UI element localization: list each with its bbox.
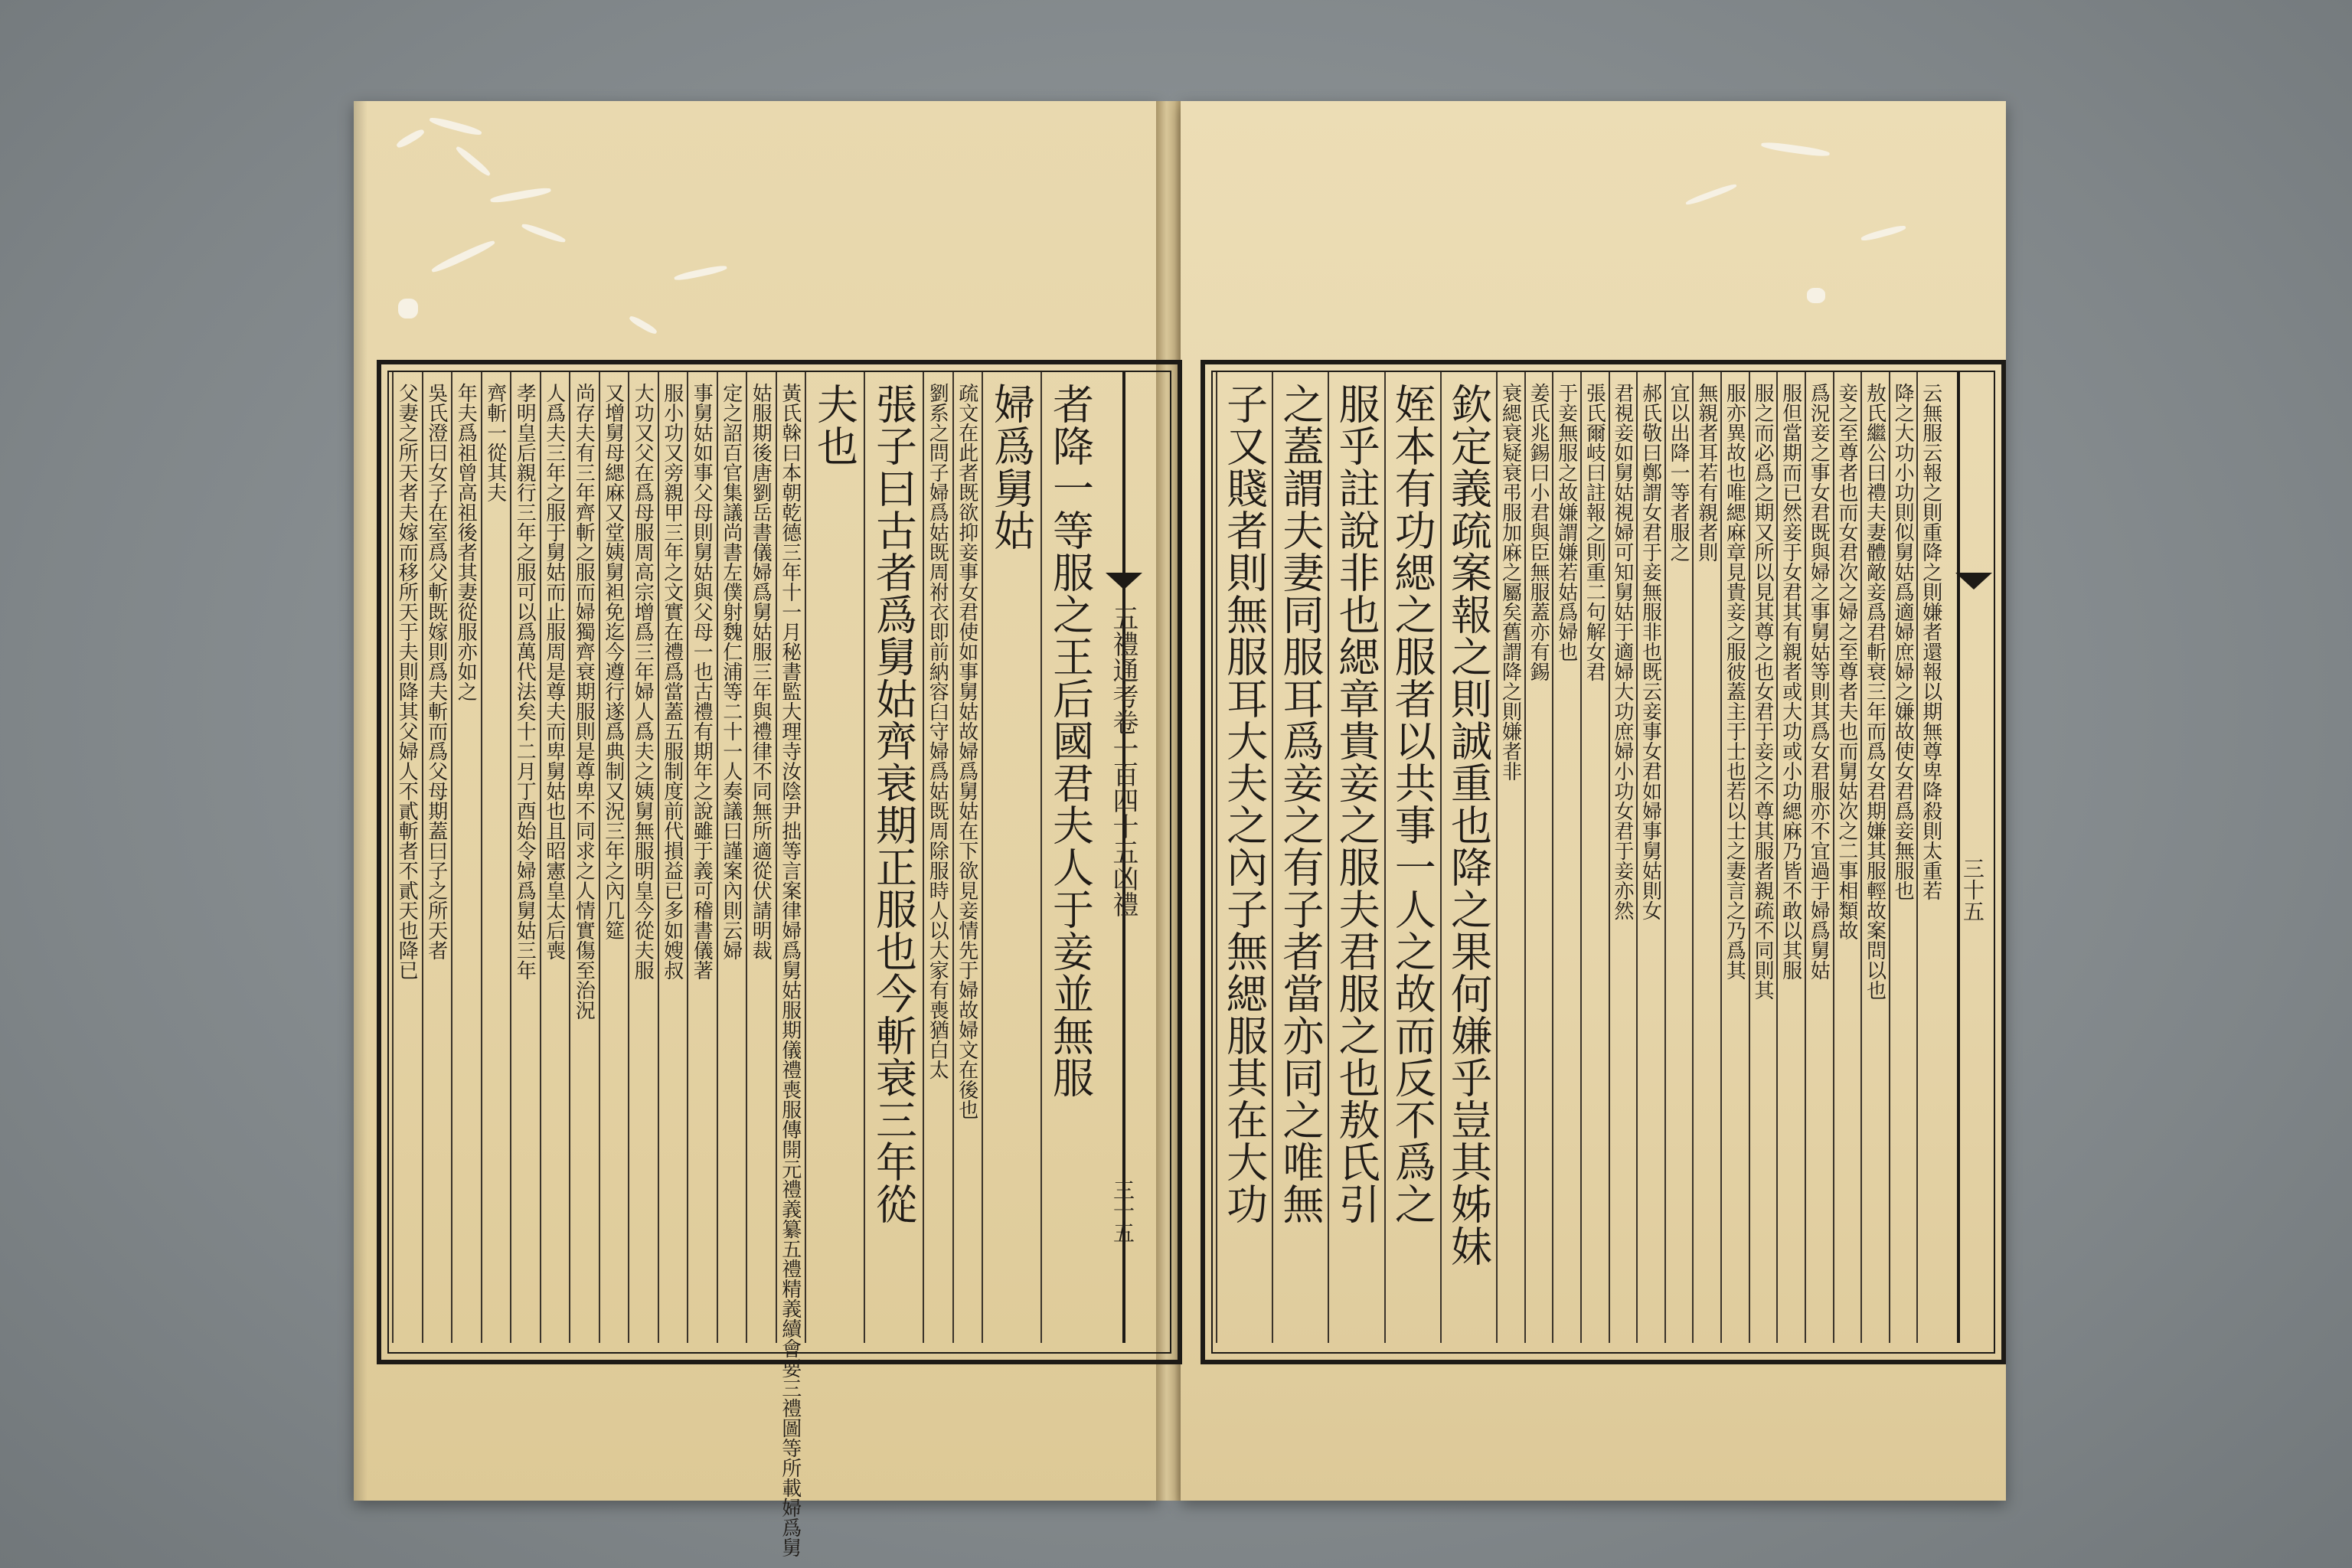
worm-hole — [398, 299, 418, 318]
column-rule — [1272, 372, 1273, 1343]
text-column: 年夫爲祖曾高祖後者其妻從服亦如之 — [454, 383, 478, 701]
text-column: 云無服云報之則重降之則嫌者還報以期無尊卑降殺則太重若 — [1919, 383, 1942, 900]
text-column: 事舅姑如事父母則舅姑與父母一也古禮有期年之說雖于義可稽書儀著 — [690, 383, 714, 980]
text-column: 張氏爾岐曰註報之則重二句解女君 — [1583, 383, 1606, 681]
column-rule — [864, 372, 865, 1343]
column-rule — [687, 372, 688, 1343]
text-column: 齊斬一從其夫 — [483, 383, 507, 502]
column-rule — [1860, 372, 1862, 1343]
column-rule — [1749, 372, 1750, 1343]
text-column: 又增舅母緦麻又堂姨舅袒免迄今遵行遂爲典制又況三年之內几筵 — [601, 383, 625, 940]
text-column: 郝氏敬曰鄭謂女君于妾無服非也既云妾事女君如婦事舅姑則女 — [1638, 383, 1662, 920]
column-rule — [1889, 372, 1890, 1343]
column-rule — [1664, 372, 1666, 1343]
text-column: 服但當期而已然妾于女君其有親者或大功或小功緦麻乃皆不敢以其服 — [1779, 383, 1802, 980]
text-column: 宜以出降一等者服之 — [1667, 383, 1690, 562]
column-rule — [1440, 372, 1442, 1343]
text-column: 姪本有功緦之服者以共事一人之故而反不爲之 — [1388, 383, 1437, 1225]
column-rule — [1720, 372, 1722, 1343]
text-column: 服乎註說非也緦章貴妾之服夫君服之也敖氏引 — [1332, 383, 1381, 1225]
text-column: 妾之至尊者也而女君次之婦之至尊者夫也而舅姑次之二事相類故 — [1834, 383, 1858, 940]
column-rule — [1580, 372, 1582, 1343]
column-rule — [658, 372, 659, 1343]
column-rule — [599, 372, 600, 1343]
text-column: 夫也 — [810, 383, 859, 467]
right-folio: 三十五 — [1960, 858, 1985, 922]
column-rule — [1833, 372, 1834, 1343]
column-rule — [1552, 372, 1553, 1343]
left-page-edge-shadow — [354, 101, 368, 1501]
column-rule — [952, 372, 954, 1343]
text-column: 者降一等服之王后國君夫人于妾並無服 — [1046, 383, 1095, 1099]
column-rule — [746, 372, 747, 1343]
column-rule — [422, 372, 423, 1343]
column-rule — [1524, 372, 1526, 1343]
text-column: 敖氏繼公曰禮夫妻體敵妾爲君斬衰三年而爲女君期嫌其服輕故案問以也 — [1863, 383, 1886, 1000]
text-column: 尚存夫有三年齊斬之服而婦獨齊衰期服則是尊卑不同求之人情實傷至治況 — [572, 383, 596, 1020]
column-rule — [923, 372, 924, 1343]
column-rule — [717, 372, 718, 1343]
text-column: 劉系之問子婦爲姑既周祔衣即前納容臼守婦爲姑既周除服時人以大家有喪猶白太 — [926, 383, 949, 1080]
column-rule — [451, 372, 452, 1343]
text-column: 衰緦衰疑衰弔服加麻之屬矣舊謂降之則嫌者非 — [1498, 383, 1522, 781]
text-column: 婦爲舅姑 — [987, 383, 1036, 551]
text-column: 君視妾如舅姑視婦可知舅姑于適婦大功庶婦小功女君于妾亦然 — [1610, 383, 1634, 920]
column-rule — [776, 372, 777, 1343]
worm-hole — [1807, 288, 1825, 303]
text-column: 黃氏榦曰本朝乾德三年十一月秘書監大理寺汝陰尹拙等言案律婦爲舅姑服期儀禮喪服傳開元禮義纂五禮精義續會要三禮圖等所載婦爲舅 — [778, 383, 802, 1557]
text-column: 定之詔百官集議尚書左僕射魏仁浦等二十一人奏議曰謹案內則云婦 — [719, 383, 743, 960]
column-rule — [481, 372, 482, 1343]
column-rule — [1384, 372, 1386, 1343]
text-column: 姜氏兆錫曰小君與臣無服蓋亦有錫 — [1527, 383, 1550, 681]
text-column: 欽定義疏案報之則誠重也降之果何嫌乎豈其姊妹 — [1444, 383, 1493, 1267]
text-column: 吳氏澄曰女子在室爲父斬既嫁則爲夫斬而爲父母期蓋曰子之所天者 — [424, 383, 448, 960]
text-column: 之蓋謂夫妻同服耳爲妾之有子者當亦同之唯無 — [1276, 383, 1325, 1225]
column-rule — [1496, 372, 1498, 1343]
column-rule — [982, 372, 983, 1343]
column-rule — [1328, 372, 1329, 1343]
text-column: 于妾無服之故嫌謂嫌若姑爲婦也 — [1554, 383, 1578, 662]
text-column: 姑服期後唐劉岳書儀婦爲舅姑服三年與禮律不同無所適從伏請明裁 — [749, 383, 773, 960]
column-rule — [1805, 372, 1806, 1343]
column-rule — [540, 372, 541, 1343]
left-folio: 三十五 — [1110, 1179, 1135, 1243]
text-column: 父妻之所天者夫嫁而移所天于夫則降其父婦人不貳斬者不貳天也降已 — [395, 383, 419, 980]
column-rule — [628, 372, 629, 1343]
column-rule — [1776, 372, 1778, 1343]
left-margin-title: 五禮通考卷一百四十五凶禮 — [1108, 605, 1138, 917]
column-rule — [1916, 372, 1918, 1343]
column-rule — [1216, 372, 1217, 1343]
text-column: 子又賤者則無服耳大夫之內子無緦服其在大功 — [1220, 383, 1269, 1225]
column-rule — [1040, 372, 1042, 1343]
text-column: 服之而必爲之期又所以見其尊之也女君于妾之不尊其服者親疏不同則其 — [1751, 383, 1774, 1000]
text-column: 疏文在此者既欲抑妾事女君使如事舅姑故婦爲舅姑在下欲見妾情先于婦故婦文在後也 — [955, 383, 978, 1119]
column-rule — [1636, 372, 1638, 1343]
column-rule — [1692, 372, 1694, 1343]
text-column: 大功又父在爲母服周高宗增爲三年婦人爲夫之姨舅無服明皇今從夫服 — [631, 383, 655, 980]
text-column: 服亦異故也唯緦麻章見貴妾之服彼蓋主于士也若以士之妻言之乃爲其 — [1723, 383, 1746, 980]
text-column: 服小功又旁親甲三年之文實在禮爲當蓋五服制度前代損益已多如嫂叔 — [660, 383, 684, 980]
column-rule — [392, 372, 394, 1343]
text-column: 爲況妾之事女君既與婦之事舅姑等則其爲女君服亦不宜過于婦爲舅姑 — [1807, 383, 1831, 980]
text-column: 無親者耳若有親者則 — [1694, 383, 1718, 562]
text-column: 張子曰古者爲舅姑齊衰期正服也今斬衰三年從 — [869, 383, 918, 1225]
column-rule — [805, 372, 806, 1343]
column-rule — [569, 372, 570, 1343]
text-column: 人爲夫三年之服于舅姑而止服周是尊夫而卑舅姑也且昭憲皇太后喪 — [542, 383, 566, 960]
text-column: 孝明皇后親行三年之服可以爲萬代法矣十二月丁酉始令婦爲舅姑三年 — [513, 383, 537, 980]
column-rule — [1609, 372, 1610, 1343]
column-rule — [510, 372, 511, 1343]
text-column: 降之大功小功則似舅姑爲適婦庶婦之嫌故使女君爲妾無服也 — [1891, 383, 1915, 900]
